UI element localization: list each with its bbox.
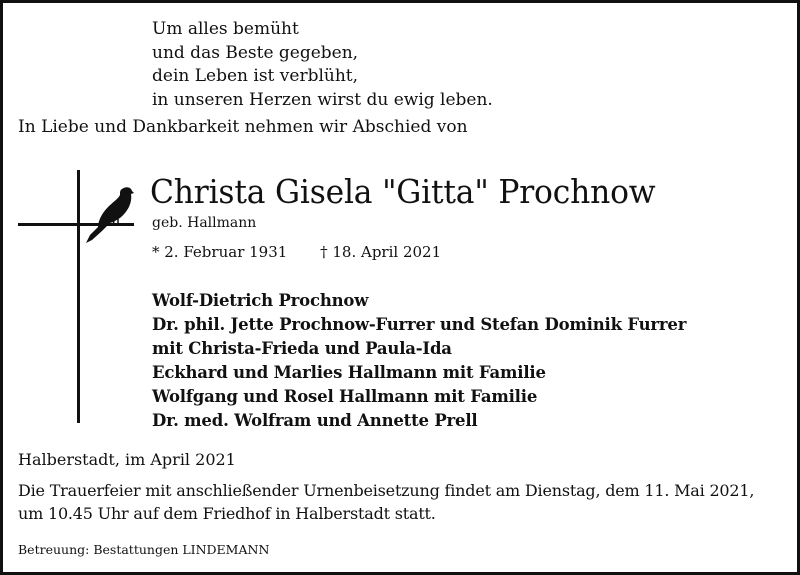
poem-line: in unseren Herzen wirst du ewig leben.	[152, 89, 493, 110]
mourners-list	[152, 289, 686, 433]
maiden-name: geb. Hallmann	[152, 215, 257, 231]
mourner-line: Dr. med. Wolfram und Annette Prell	[152, 411, 478, 430]
mourner-line: Wolf-Dietrich Prochnow	[152, 291, 369, 310]
death-date: † 18. April 2021	[320, 243, 442, 261]
poem-line: Um alles bemüht	[152, 19, 299, 39]
bird-icon	[80, 185, 134, 245]
mourner-line: Eckhard und Marlies Hallmann mit Familie	[152, 363, 546, 382]
poem-line: dein Leben ist verblüht,	[152, 66, 359, 86]
place-date: Halberstadt, im April 2021	[18, 450, 236, 469]
mourner-line: Wolfgang und Rosel Hallmann mit Familie	[152, 387, 538, 406]
funeral-note: Die Trauerfeier mit anschließender Urnenbeisetzung findet am Dienstag, dem 11. Mai 2021, um 10.45 Uhr auf dem Friedhof in Halberstadt statt.	[18, 481, 755, 523]
mourner-line: Dr. phil. Jette Prochnow-Furrer und Stefan Dominik Furrer	[152, 315, 687, 334]
poem-line: und das Beste gegeben,	[152, 42, 359, 63]
deceased-name: Christa Gisela "Gitta" Prochnow	[150, 172, 656, 211]
poem	[152, 18, 493, 112]
birth-date: * 2. Februar 1931	[152, 243, 288, 261]
mourner-line: mit Christa-Frieda und Paula-Ida	[152, 339, 452, 358]
farewell-intro: In Liebe und Dankbarkeit nehmen wir Abschied von	[18, 117, 468, 137]
life-dates	[152, 243, 441, 261]
care-note: Betreuung: Bestattungen LINDEMANN	[18, 542, 270, 557]
